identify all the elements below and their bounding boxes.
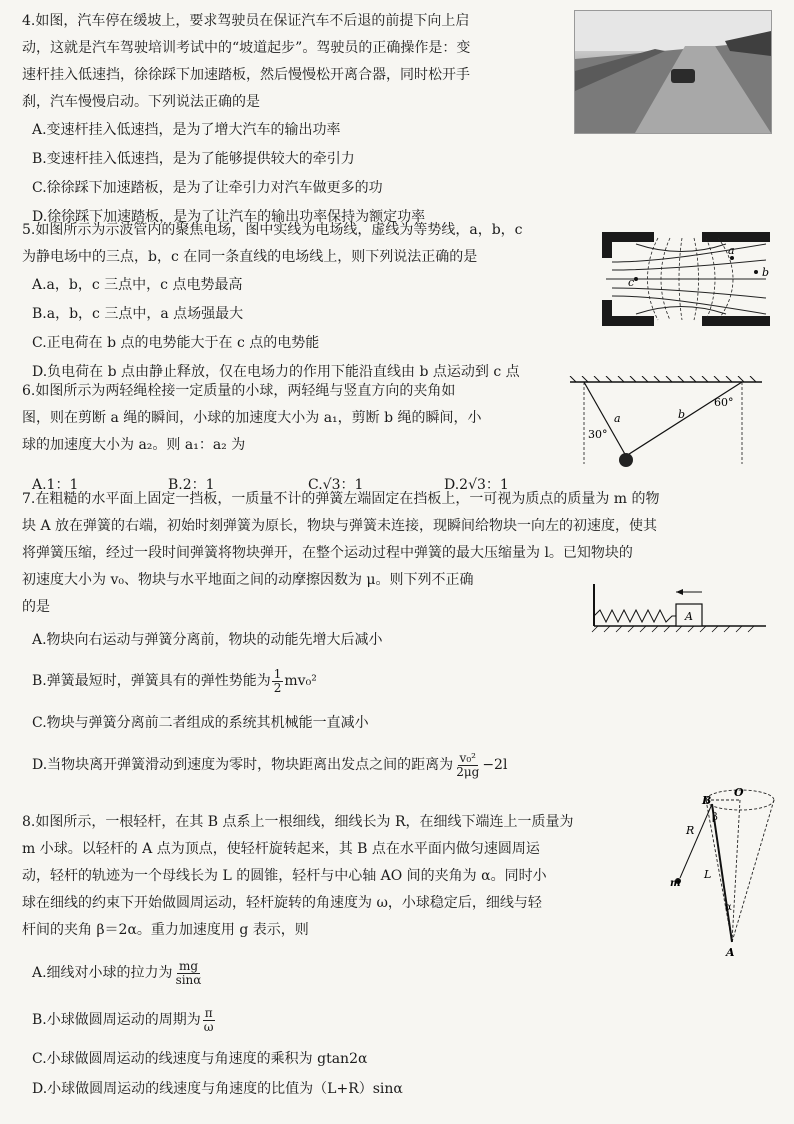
q7-option-d — [22, 743, 660, 787]
q8-option-c: C.小球做圆周运动的线速度与角速度的乘积为 gtan2α — [32, 1051, 368, 1067]
q6-label-60deg: 60° — [714, 396, 734, 409]
q7-spring-block-diagram — [590, 580, 770, 634]
q8-option-b-text: B.小球做圆周运动的周期为 — [32, 1012, 201, 1028]
question-7 — [22, 486, 660, 787]
q5-option-d: D.负电荷在 b 点由静止释放，仅在电场力的作用下能沿直线由 b 点运动到 c 点 — [32, 364, 520, 380]
q8-label-B: B — [702, 794, 712, 807]
question-5 — [22, 217, 523, 387]
q8-label-O: O — [734, 786, 744, 799]
q8-option-a-den: sinα — [175, 972, 202, 987]
q7-line-3: 将弹簧压缩，经过一段时间弹簧将物块弹开，在整个运动过程中弹簧的最大压缩量为 l。已知物块的 — [22, 545, 633, 561]
q7-option-d-fraction — [454, 752, 481, 779]
q7-option-b-fraction — [272, 668, 284, 695]
question-8 — [22, 809, 574, 1104]
q6-option-c: C.√3：1 — [308, 477, 364, 493]
q6-line-2: 图，则在剪断 a 绳的瞬间，小球的加速度大小为 a₁，剪断 b 绳的瞬间，小 — [22, 410, 482, 426]
q8-line-5: 杆间的夹角 β＝2α。重力加速度用 g 表示，则 — [22, 922, 309, 938]
q8-line-4: 球在细线的约束下开始做圆周运动，轻杆旋转的角速度为 ω，小球稳定后，细线与轻 — [22, 895, 542, 911]
q7-line-5: 的是 — [22, 599, 50, 615]
q7-line-1: 7.在粗糙的水平面上固定一挡板，一质量不计的弹簧左端固定在挡板上，一可视为质点的质量为 m 的物 — [22, 491, 660, 507]
q6-option-b: B.2：1 — [168, 477, 215, 493]
q8-cone-diagram — [662, 782, 780, 962]
q4-option-d: D.徐徐踩下加速踏板，是为了让汽车的输出功率保持为额定功率 — [32, 209, 426, 225]
q7-option-d-den: 2μg — [456, 764, 480, 779]
q5-line-1: 5.如图所示为示波管内的聚焦电场，图中实线为电场线，虚线为等势线，a，b，c — [22, 222, 523, 238]
q7-line-2: 块 A 放在弹簧的右端，初始时刻弹簧为原长，物块与弹簧未连接，现瞬间给物块一向左的初速度，使其 — [22, 518, 658, 534]
q8-option-a-text: A.细线对小球的拉力为 — [32, 965, 173, 981]
q8-option-b-num: π — [204, 1005, 213, 1020]
q8-label-A: A — [726, 946, 735, 959]
q5-option-c: C.正电荷在 b 点的电势能大于在 c 点的电势能 — [32, 335, 320, 351]
q4-line-4: 刹，汽车慢慢启动。下列说法正确的是 — [22, 94, 260, 110]
q8-option-b — [22, 996, 574, 1044]
q8-option-d: D.小球做圆周运动的线速度与角速度的比值为（L+R）sinα — [32, 1081, 403, 1097]
q6-option-a: A.1：1 — [32, 477, 79, 493]
q8-option-a-fraction — [174, 960, 204, 987]
q7-block-label: A — [685, 610, 693, 623]
q5-label-a: a — [728, 244, 735, 257]
q7-line-4: 初速度大小为 v₀、物块与水平地面之间的动摩擦因数为 μ。则下列不正确 — [22, 572, 474, 588]
q6-label-rope-b: b — [678, 408, 686, 421]
q6-line-3: 球的加速度大小为 a₂。则 a₁：a₂ 为 — [22, 437, 246, 453]
q8-option-a-num: mg — [178, 958, 198, 973]
q7-option-c: C.物块与弹簧分离前二者组成的系统其机械能一直减小 — [32, 715, 369, 731]
q6-line-1: 6.如图所示为两轻绳栓接一定质量的小球，两轻绳与竖直方向的夹角如 — [22, 383, 456, 399]
q4-option-a: A.变速杆挂入低速挡，是为了增大汽车的输出功率 — [32, 122, 341, 138]
q4-line-1: 4.如图，汽车停在缓坡上，要求驾驶员在保证汽车不后退的前提下向上启 — [22, 13, 470, 29]
q8-label-R: R — [686, 824, 695, 837]
q8-label-beta: β — [712, 812, 718, 823]
q5-label-b: b — [762, 266, 770, 279]
q8-label-alpha: α — [725, 902, 732, 913]
q8-option-a — [22, 950, 574, 996]
q8-line-2: m 小球。以轻杆的 A 点为顶点，使轻杆旋转起来，其 B 点在水平面内做匀速圆周运 — [22, 841, 540, 857]
q8-option-b-den: ω — [203, 1019, 214, 1034]
q7-option-d-suffix: −2l — [482, 757, 508, 773]
q5-label-c: c — [628, 276, 635, 289]
q7-option-a: A.物块向右运动与弹簧分离前，物块的动能先增大后减小 — [32, 632, 383, 648]
q7-option-b-num: 1 — [273, 666, 282, 681]
question-4 — [22, 8, 470, 232]
q5-option-a: A.a，b，c 三点中，c 点电势最高 — [32, 277, 243, 293]
q7-option-b — [22, 659, 660, 703]
q4-option-b: B.变速杆挂入低速挡，是为了能够提供较大的牵引力 — [32, 151, 355, 167]
q6-two-ropes-diagram — [566, 376, 766, 472]
q6-label-rope-a: a — [614, 412, 621, 425]
q5-line-2: 为静电场中的三点，b，c 在同一条直线的电场线上，则下列说法正确的是 — [22, 249, 478, 265]
q8-option-b-fraction — [202, 1007, 216, 1034]
q7-option-d-num: v₀² — [459, 750, 476, 765]
q7-option-b-suffix: mv₀² — [284, 673, 317, 689]
q7-option-b-den: 2 — [273, 680, 282, 695]
q4-line-3: 速杆挂入低速挡，徐徐踩下加速踏板，然后慢慢松开离合器，同时松开手 — [22, 67, 470, 83]
q8-label-L: L — [704, 868, 712, 881]
q4-hill-start-photo — [574, 10, 772, 134]
q5-option-b: B.a，b，c 三点中，a 点场强最大 — [32, 306, 244, 322]
q8-line-1: 8.如图所示，一根轻杆，在其 B 点系上一根细线，细线长为 R，在细线下端连上一质量为 — [22, 814, 574, 830]
q6-label-30deg: 30° — [588, 428, 608, 441]
q8-label-m: m — [670, 878, 681, 889]
q4-option-c: C.徐徐踩下加速踏板，是为了让牵引力对汽车做更多的功 — [32, 180, 383, 196]
q8-line-3: 动，轻杆的轨迹为一个母线长为 L 的圆锥，轻杆与中心轴 AO 间的夹角为 α。同时小 — [22, 868, 547, 884]
q7-option-d-text: D.当物块离开弹簧滑动到速度为零时，物块距离出发点之间的距离为 — [32, 757, 454, 773]
q7-option-b-text: B.弹簧最短时，弹簧具有的弹性势能为 — [32, 673, 271, 689]
q6-option-d: D.2√3：1 — [444, 477, 509, 493]
question-6 — [22, 378, 509, 499]
q4-line-2: 动，这就是汽车驾驶培训考试中的“坡道起步”。驾驶员的正确操作是：变 — [22, 40, 471, 56]
q5-focusing-field-diagram — [596, 224, 776, 334]
